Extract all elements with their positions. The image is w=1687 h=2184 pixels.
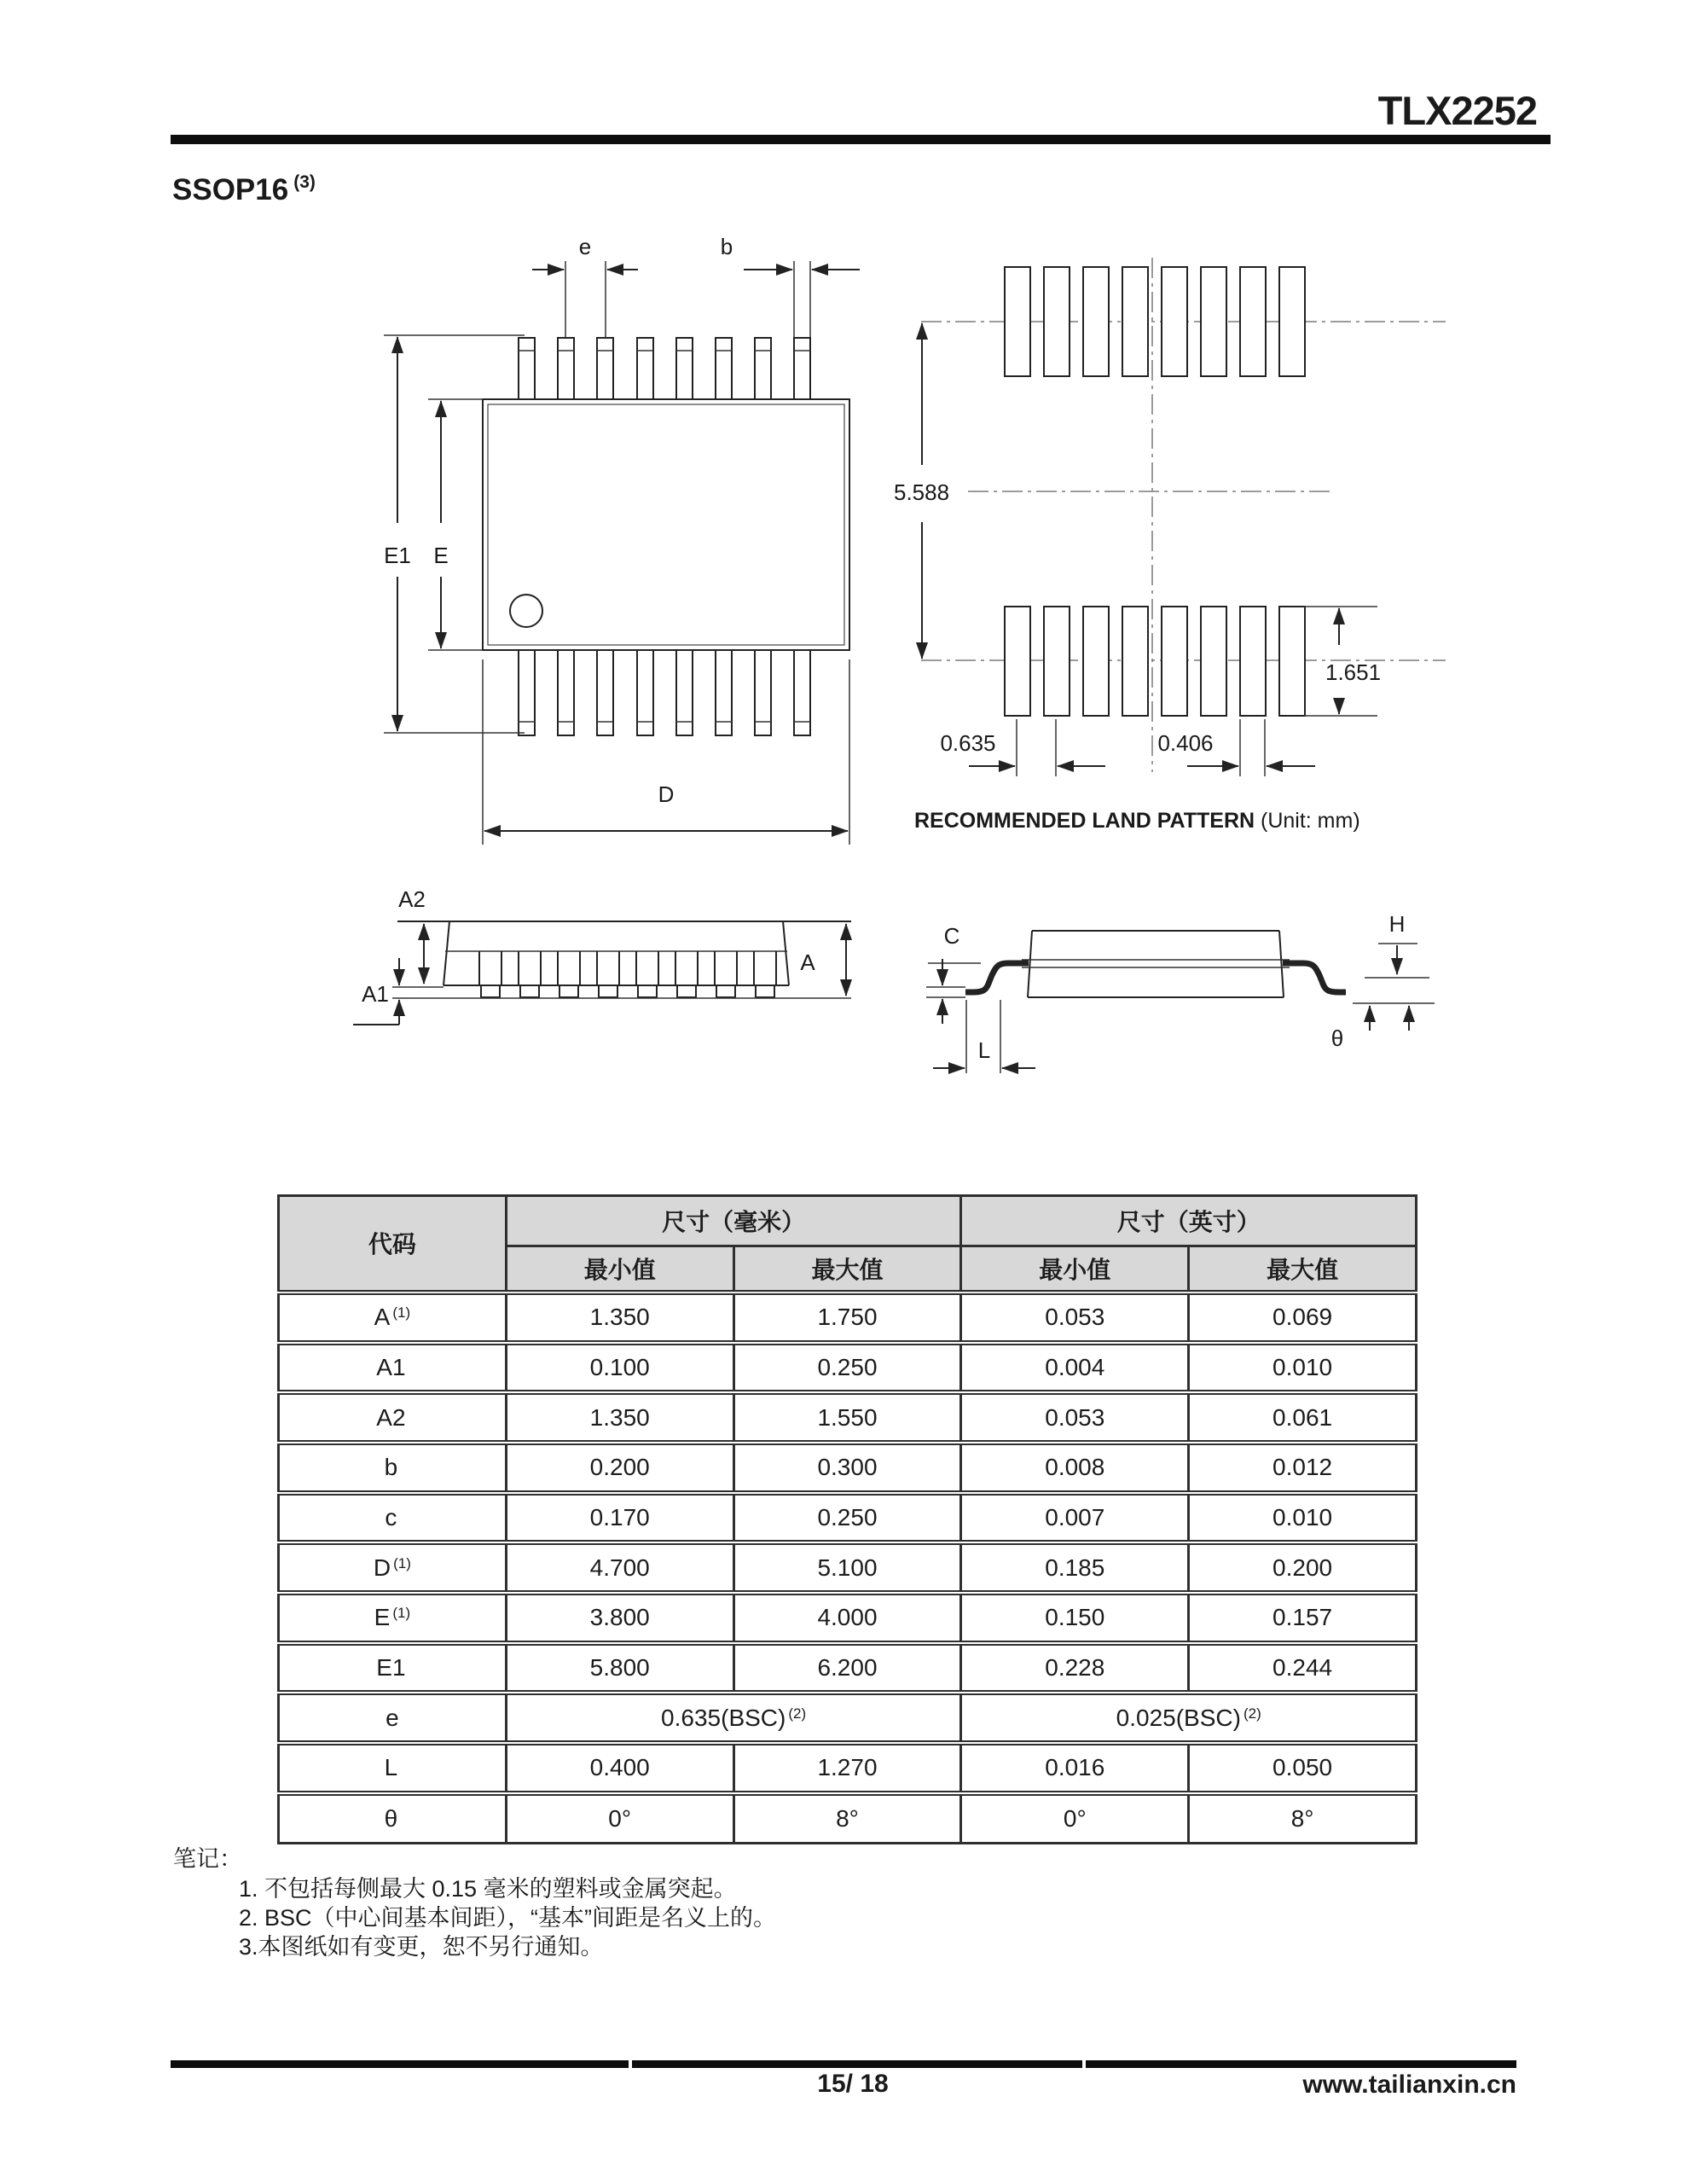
col-group-inch: 尺寸（英寸） [961,1196,1417,1246]
col-header-code: 代码 [279,1196,507,1292]
code-sup: (1) [393,1554,411,1571]
cell-mm-min: 1.350 [506,1292,733,1343]
table-row [279,1343,1417,1393]
section-title [172,172,316,207]
dim-e1-label: E1 [384,543,411,568]
code-text: D [373,1554,391,1581]
footer-website: www.tailianxin.cn [1302,2071,1516,2099]
dim-c-label: C [943,923,960,949]
col-header-in-min: 最小值 [961,1246,1189,1292]
cell-code [279,1793,507,1844]
cell-in-min: 0.053 [961,1292,1189,1343]
table-row [279,1643,1417,1693]
cell-in-min: 0.008 [961,1443,1189,1493]
land-pattern-caption-main: RECOMMENDED LAND PATTERN [914,809,1255,833]
package-front-view-drawing [316,857,904,1062]
cell-in-min: 0° [961,1793,1189,1844]
cell-code [279,1443,507,1493]
table-row [279,1542,1417,1593]
lead-profile-drawing [904,853,1493,1096]
table-row [279,1593,1417,1643]
cell-mm-min: 5.800 [506,1643,733,1693]
cell-code [279,1542,507,1593]
dim-b-lines [744,261,860,338]
cell-in-max: 0.050 [1189,1743,1417,1793]
cell-mm-min: 3.800 [506,1593,733,1643]
code-text: A1 [376,1353,406,1380]
footer-rule-segment [1086,2060,1516,2068]
dim-e-lines [532,261,638,338]
dimension-table [277,1194,1417,1844]
cell-code [279,1392,507,1443]
col-header-mm-min: 最小值 [506,1246,733,1292]
footer-page-number: 15/ 18 [817,2070,889,2098]
table-row [279,1392,1417,1443]
dim-E-label: E [433,543,449,568]
package-body [483,399,849,650]
cell-in-max: 0.069 [1189,1292,1417,1343]
table-row [279,1493,1417,1543]
pads-bottom-row [1005,607,1305,716]
cell-in-min: 0.004 [961,1343,1189,1393]
footer-rule-segment [171,2060,629,2068]
land-pattern-caption-unit: (Unit: mm) [1255,809,1360,833]
cell-mm-min: 0.100 [506,1343,733,1393]
header-rule [171,135,1551,144]
doc-title: TLX2252 [1377,88,1537,133]
lead-body [1022,931,1290,997]
package-top-view-drawing [358,229,904,860]
cell-mm-max: 5.100 [733,1542,961,1593]
cell-mm-min: 1.350 [506,1392,733,1443]
section-title-sup: (3) [293,172,316,192]
table-row [279,1743,1417,1793]
cell-in-min: 0.185 [961,1542,1189,1593]
cell-mm-min: 0.200 [506,1443,733,1493]
cell-code [279,1343,507,1393]
cell-code [279,1593,507,1643]
cell-in-max: 8° [1189,1793,1417,1844]
cell-in-min: 0.053 [961,1392,1189,1443]
code-text: E1 [376,1653,406,1681]
cell-mm-max: 1.750 [733,1292,961,1343]
table-row [279,1443,1417,1493]
in-span-text: 0.025(BSC) [1116,1704,1241,1731]
dim-E-lines [428,399,483,650]
cell-code [279,1292,507,1343]
table-row-e [279,1693,1417,1743]
code-text: θ [384,1804,398,1832]
dim-theta-label: θ [1330,1025,1344,1051]
lead-left [965,963,1029,992]
dim-b-label: b [720,234,733,259]
cell-in-max: 0.010 [1189,1343,1417,1393]
cell-mm-min: 0.170 [506,1493,733,1543]
cell-code [279,1743,507,1793]
cell-in-min: 0.007 [961,1493,1189,1543]
cell-mm-min: 4.700 [506,1542,733,1593]
pins-top [519,338,810,399]
cell-code [279,1643,507,1693]
dim-span-label: 5.588 [894,479,950,505]
cell-in-max: 0.200 [1189,1542,1417,1593]
cell-code [279,1493,507,1543]
code-text: e [386,1704,399,1731]
cell-mm-max: 1.550 [733,1392,961,1443]
dim-pad-width-label: 0.406 [1157,730,1214,756]
col-group-mm: 尺寸（毫米） [506,1196,961,1246]
cell-mm-max: 1.270 [733,1743,961,1793]
lead-right [1283,963,1346,992]
footer-rule-segment [632,2060,1082,2068]
cell-in-max: 0.244 [1189,1643,1417,1693]
code-text: A [374,1304,391,1331]
cell-mm-max: 6.200 [733,1643,961,1693]
cell-in-max: 0.157 [1189,1593,1417,1643]
cell-in-min: 0.016 [961,1743,1189,1793]
dim-e-label: e [578,234,592,259]
cell-in-max: 0.010 [1189,1493,1417,1543]
cell-mm-max: 0.250 [733,1343,961,1393]
table-row [279,1793,1417,1844]
code-text: b [384,1454,398,1481]
notes-heading: 笔记： [173,1846,242,1872]
table-row [279,1292,1417,1343]
cell-code [279,1693,507,1743]
cell-mm-max: 4.000 [733,1593,961,1643]
cell-in-max: 0.061 [1189,1392,1417,1443]
code-sup: (1) [392,1304,411,1321]
code-text: A2 [376,1403,406,1431]
mm-span-text: 0.635(BSC) [661,1704,786,1731]
cell-mm-span [506,1693,961,1743]
dim-l-label: L [977,1037,991,1063]
dim-D-label: D [658,781,675,807]
code-text: L [384,1754,398,1781]
note-item-2: 2. BSC（中心间基本间距），“基本”间距是名义上的。 [239,1905,777,1931]
mm-span-sup: (2) [788,1705,807,1722]
cell-mm-max: 0.250 [733,1493,961,1543]
pins-bottom [519,650,810,735]
in-span-sup: (2) [1243,1705,1261,1722]
land-pattern-caption [914,809,1360,833]
note-item-1: 1. 不包括每侧最大 0.15 毫米的塑料或金属突起。 [239,1876,737,1902]
col-header-in-max: 最大值 [1189,1246,1417,1292]
cell-in-min: 0.150 [961,1593,1189,1643]
dim-a-label: A [800,950,815,975]
land-pattern-drawing [887,222,1484,845]
note-item-3: 3.本图纸如有变更，恕不另行通知。 [239,1934,604,1960]
dim-pitch-label: 0.635 [940,730,996,756]
front-pins [479,951,776,997]
cell-in-min: 0.228 [961,1643,1189,1693]
cell-mm-min: 0.400 [506,1743,733,1793]
code-text: E [374,1604,391,1631]
dim-pad-length-label: 1.651 [1325,659,1382,685]
cell-mm-max: 0.300 [733,1443,961,1493]
dim-a2-label: A2 [398,886,426,912]
cell-in-span [961,1693,1417,1743]
section-title-text: SSOP16 [172,173,289,206]
cell-mm-min: 0° [506,1793,733,1844]
code-sup: (1) [392,1605,411,1622]
cell-mm-max: 8° [733,1793,961,1844]
dim-a1-label: A1 [362,981,389,1007]
cell-in-max: 0.012 [1189,1443,1417,1493]
code-text: c [385,1503,397,1531]
dim-h-label: H [1388,911,1406,937]
col-header-mm-max: 最大值 [733,1246,961,1292]
dim-h-lines [1353,944,1435,1031]
